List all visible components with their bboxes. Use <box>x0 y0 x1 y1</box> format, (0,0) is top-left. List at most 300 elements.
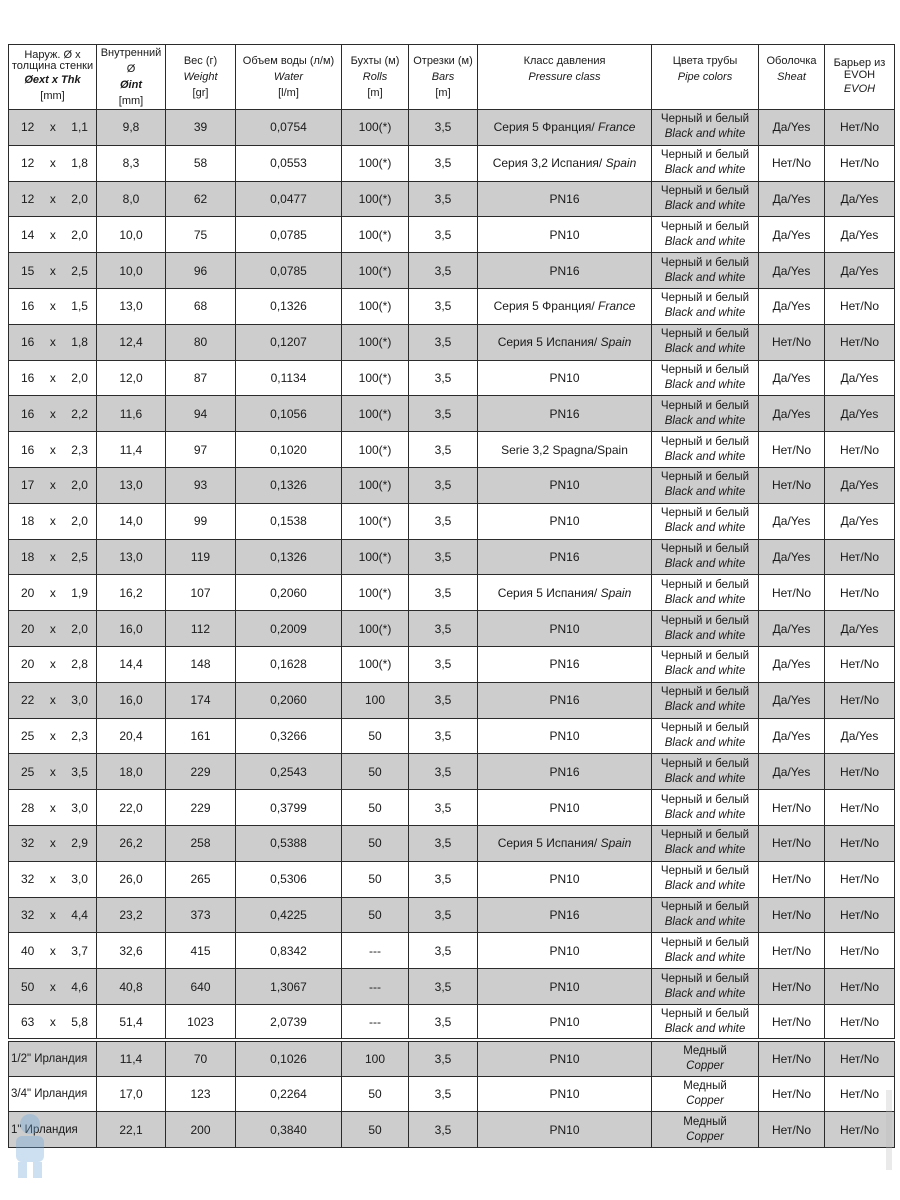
cell-pclass-ru: Серия 5 Испания/ <box>497 335 601 350</box>
cell-size-thickness: 4,6 <box>71 979 88 994</box>
side-watermark-icon <box>882 1090 896 1170</box>
cell-evoh-barrier: Да/Yes <box>825 467 895 503</box>
cell-size <box>9 539 97 575</box>
cell-color-ru: Черный и белый <box>660 614 750 627</box>
cell-pressure-class <box>478 682 652 718</box>
cell-sheath: Нет/No <box>759 825 825 861</box>
cell-color-en: Black and white <box>664 343 746 356</box>
cell-size-thickness: 2,3 <box>71 728 88 743</box>
cell-color-ru: Черный и белый <box>660 363 750 376</box>
cell-size-outer: 12 <box>21 120 35 135</box>
cell-size-outer: 16 <box>21 406 35 421</box>
cell-size <box>9 324 97 360</box>
cell-pclass-ru: Серия 5 Испания/ <box>497 585 601 600</box>
table-row <box>9 1004 895 1040</box>
cell-pclass-en: Spain <box>600 335 632 350</box>
cell-inner: 12,4 <box>97 324 166 360</box>
cell-size-outer: 18 <box>21 549 35 564</box>
cell-water: 0,0785 <box>236 217 342 253</box>
cell-inner: 14,0 <box>97 503 166 539</box>
cell-bars: 3,5 <box>409 288 478 324</box>
cell-size-x: x <box>49 728 56 743</box>
cell-pipe-color <box>652 539 759 575</box>
header-rolls-en: Rolls <box>362 71 388 83</box>
cell-pclass-en: France <box>598 120 636 135</box>
cell-size-thickness: 2,9 <box>71 836 88 851</box>
cell-evoh-barrier: Да/Yes <box>825 360 895 396</box>
pipe-spec-table <box>8 44 895 1148</box>
table-row <box>9 539 895 575</box>
table-body <box>9 110 895 1148</box>
cell-color-ru: Черный и белый <box>660 328 750 341</box>
cell-pipe-color <box>652 897 759 933</box>
cell-pressure-class <box>478 897 652 933</box>
cell-rolls: 100 <box>342 1040 409 1076</box>
cell-bars: 3,5 <box>409 1112 478 1148</box>
cell-size-thickness: 3,0 <box>71 693 88 708</box>
cell-pclass-ru: Серия 5 Франция/ <box>493 120 599 135</box>
cell-sheath: Нет/No <box>759 861 825 897</box>
cell-color-en: Black and white <box>664 772 746 785</box>
cell-size-x: x <box>49 836 56 851</box>
cell-weight: 200 <box>166 1112 236 1148</box>
cell-color-ru: Черный и белый <box>660 507 750 520</box>
cell-size-x: x <box>49 943 56 958</box>
cell-bars: 3,5 <box>409 467 478 503</box>
cell-rolls: 100(*) <box>342 110 409 146</box>
cell-color-ru: Черный и белый <box>660 113 750 126</box>
cell-pclass-ru: PN10 <box>549 872 580 887</box>
cell-color-ru: Медный <box>683 1044 727 1057</box>
cell-inner: 8,0 <box>97 181 166 217</box>
cell-inner: 51,4 <box>97 1004 166 1040</box>
cell-inner: 22,0 <box>97 790 166 826</box>
cell-evoh-barrier: Нет/No <box>825 754 895 790</box>
header-weight-en: Weight <box>183 71 218 83</box>
cell-weight: 258 <box>166 825 236 861</box>
cell-size-outer: 25 <box>21 728 35 743</box>
cell-pclass-ru: PN16 <box>549 693 580 708</box>
cell-size-thickness: 2,3 <box>71 442 88 457</box>
cell-bars: 3,5 <box>409 611 478 647</box>
table-row <box>9 288 895 324</box>
cell-pclass-en: Spain <box>605 156 637 171</box>
cell-inner: 13,0 <box>97 467 166 503</box>
cell-color-ru: Черный и белый <box>660 149 750 162</box>
cell-size-outer: 14 <box>21 227 35 242</box>
cell-inner: 12,0 <box>97 360 166 396</box>
cell-size-thickness: 2,5 <box>71 549 88 564</box>
table-row <box>9 145 895 181</box>
cell-size <box>9 969 97 1005</box>
cell-color-ru: Черный и белый <box>660 578 750 591</box>
cell-sheath: Да/Yes <box>759 110 825 146</box>
cell-weight: 96 <box>166 253 236 289</box>
cell-size-x: x <box>49 872 56 887</box>
cell-rolls: 100(*) <box>342 324 409 360</box>
cell-size <box>9 861 97 897</box>
cell-size-x: x <box>49 156 56 171</box>
cell-size-thickness: 1,1 <box>71 120 88 135</box>
cell-rolls: 50 <box>342 897 409 933</box>
cell-size-outer: 16 <box>21 442 35 457</box>
cell-weight: 229 <box>166 790 236 826</box>
cell-pclass-ru: PN10 <box>549 478 580 493</box>
cell-pressure-class <box>478 145 652 181</box>
cell-pclass-ru: Serie 3,2 Spagna/Spain <box>501 442 628 457</box>
cell-rolls: 100(*) <box>342 611 409 647</box>
cell-water: 0,0477 <box>236 181 342 217</box>
cell-pipe-color <box>652 181 759 217</box>
cell-pclass-ru: PN16 <box>549 764 580 779</box>
cell-size <box>9 360 97 396</box>
table-row <box>9 1040 895 1076</box>
cell-color-en: Black and white <box>664 665 746 678</box>
cell-evoh-barrier: Нет/No <box>825 861 895 897</box>
cell-sheath: Нет/No <box>759 969 825 1005</box>
cell-inner: 16,0 <box>97 611 166 647</box>
cell-bars: 3,5 <box>409 933 478 969</box>
cell-inner: 10,0 <box>97 217 166 253</box>
header-weight <box>166 45 236 110</box>
cell-water: 0,2264 <box>236 1076 342 1112</box>
cell-size-outer: 16 <box>21 335 35 350</box>
cell-evoh-barrier: Нет/No <box>825 1004 895 1040</box>
cell-size-thickness: 3,0 <box>71 800 88 815</box>
cell-water: 0,5306 <box>236 861 342 897</box>
cell-inner: 10,0 <box>97 253 166 289</box>
cell-color-en: Copper <box>686 1094 724 1107</box>
cell-sheath: Да/Yes <box>759 360 825 396</box>
cell-evoh-barrier: Да/Yes <box>825 217 895 253</box>
cell-color-ru: Черный и белый <box>660 399 750 412</box>
table-row <box>9 396 895 432</box>
cell-size-outer: 63 <box>21 1014 35 1029</box>
cell-bars: 3,5 <box>409 861 478 897</box>
cell-size-x: x <box>49 1014 56 1029</box>
cell-pressure-class <box>478 646 652 682</box>
cell-size-outer: 16 <box>21 299 35 314</box>
header-size-en: Øext x Thk <box>24 74 81 86</box>
cell-color-ru: Черный и белый <box>660 435 750 448</box>
cell-rolls: 50 <box>342 754 409 790</box>
cell-bars: 3,5 <box>409 1076 478 1112</box>
cell-pipe-color <box>652 503 759 539</box>
cell-pressure-class <box>478 181 652 217</box>
cell-size-x: x <box>49 263 56 278</box>
cell-sheath: Да/Yes <box>759 646 825 682</box>
cell-rolls: --- <box>342 1004 409 1040</box>
table-row <box>9 467 895 503</box>
cell-pressure-class <box>478 969 652 1005</box>
cell-color-en: Black and white <box>664 235 746 248</box>
cell-inner: 16,2 <box>97 575 166 611</box>
cell-pclass-ru: Серия 5 Франция/ <box>493 299 599 314</box>
header-bars-unit: [m] <box>435 87 451 99</box>
cell-size-outer: 50 <box>21 979 35 994</box>
cell-pipe-color <box>652 933 759 969</box>
cell-pclass-en: Spain <box>600 836 632 851</box>
cell-color-en: Black and white <box>664 593 746 606</box>
cell-sheath: Нет/No <box>759 897 825 933</box>
cell-water: 0,2060 <box>236 682 342 718</box>
cell-weight: 93 <box>166 467 236 503</box>
cell-pclass-ru: PN10 <box>549 979 580 994</box>
cell-color-ru: Черный и белый <box>660 650 750 663</box>
cell-inner: 23,2 <box>97 897 166 933</box>
table-header <box>9 45 895 110</box>
cell-water: 0,0553 <box>236 145 342 181</box>
cell-size-outer: 3/4" Ирландия <box>11 1087 88 1100</box>
cell-weight: 39 <box>166 110 236 146</box>
cell-size <box>9 754 97 790</box>
cell-size-thickness: 3,5 <box>71 764 88 779</box>
cell-water: 0,1207 <box>236 324 342 360</box>
cell-sheath: Да/Yes <box>759 718 825 754</box>
header-barrier-en: EVOH <box>843 83 876 95</box>
table-row <box>9 790 895 826</box>
cell-size <box>9 1004 97 1040</box>
cell-evoh-barrier: Нет/No <box>825 682 895 718</box>
cell-bars: 3,5 <box>409 324 478 360</box>
table-row <box>9 360 895 396</box>
cell-rolls: 50 <box>342 825 409 861</box>
cell-water: 0,2060 <box>236 575 342 611</box>
cell-color-en: Black and white <box>664 844 746 857</box>
cell-evoh-barrier: Нет/No <box>825 539 895 575</box>
cell-weight: 1023 <box>166 1004 236 1040</box>
table-row <box>9 611 895 647</box>
cell-size-x: x <box>49 693 56 708</box>
cell-size-x: x <box>49 907 56 922</box>
cell-pressure-class <box>478 1112 652 1148</box>
cell-water: 0,1026 <box>236 1040 342 1076</box>
cell-evoh-barrier: Нет/No <box>825 897 895 933</box>
cell-pclass-ru: PN10 <box>549 943 580 958</box>
cell-bars: 3,5 <box>409 754 478 790</box>
cell-rolls: 50 <box>342 861 409 897</box>
cell-bars: 3,5 <box>409 253 478 289</box>
cell-size <box>9 432 97 468</box>
header-water-unit: [l/m] <box>278 87 299 99</box>
cell-size-thickness: 3,7 <box>71 943 88 958</box>
cell-inner: 13,0 <box>97 539 166 575</box>
cell-pressure-class <box>478 396 652 432</box>
cell-weight: 229 <box>166 754 236 790</box>
cell-color-ru: Черный и белый <box>660 936 750 949</box>
cell-pipe-color <box>652 1076 759 1112</box>
cell-pressure-class <box>478 790 652 826</box>
cell-size-outer: 17 <box>21 478 35 493</box>
cell-color-en: Black and white <box>664 808 746 821</box>
pipe-spec-table-wrapper <box>8 44 894 1148</box>
cell-inner: 17,0 <box>97 1076 166 1112</box>
cell-pclass-ru: PN10 <box>549 370 580 385</box>
cell-size-outer: 22 <box>21 693 35 708</box>
cell-pclass-ru: PN10 <box>549 621 580 636</box>
cell-pclass-ru: PN16 <box>549 549 580 564</box>
cell-pclass-ru: Серия 3,2 Испания/ <box>492 156 606 171</box>
cell-evoh-barrier: Да/Yes <box>825 611 895 647</box>
cell-size-thickness: 1,8 <box>71 156 88 171</box>
cell-weight: 87 <box>166 360 236 396</box>
cell-size-outer: 12 <box>21 191 35 206</box>
cell-color-ru: Черный и белый <box>660 471 750 484</box>
cell-evoh-barrier: Нет/No <box>825 790 895 826</box>
header-inner-en: Øint <box>120 79 142 91</box>
cell-size-x: x <box>49 227 56 242</box>
cell-sheath: Нет/No <box>759 467 825 503</box>
header-water-ru: Объем воды (л/м) <box>242 55 335 67</box>
cell-pressure-class <box>478 1004 652 1040</box>
cell-size <box>9 1076 97 1112</box>
cell-pipe-color <box>652 969 759 1005</box>
cell-size <box>9 253 97 289</box>
cell-pipe-color <box>652 467 759 503</box>
cell-size <box>9 1040 97 1076</box>
cell-rolls: 100(*) <box>342 360 409 396</box>
cell-water: 0,1326 <box>236 539 342 575</box>
cell-size-thickness: 2,0 <box>71 514 88 529</box>
cell-pipe-color <box>652 1040 759 1076</box>
cell-weight: 112 <box>166 611 236 647</box>
cell-weight: 373 <box>166 897 236 933</box>
cell-evoh-barrier: Нет/No <box>825 933 895 969</box>
cell-rolls: 100 <box>342 682 409 718</box>
cell-size-outer: 20 <box>21 621 35 636</box>
cell-pclass-ru: Серия 5 Испания/ <box>497 836 601 851</box>
cell-sheath: Да/Yes <box>759 611 825 647</box>
cell-size-thickness: 1,9 <box>71 585 88 600</box>
cell-size-x: x <box>49 335 56 350</box>
cell-weight: 107 <box>166 575 236 611</box>
cell-inner: 22,1 <box>97 1112 166 1148</box>
cell-weight: 119 <box>166 539 236 575</box>
cell-size <box>9 396 97 432</box>
cell-pclass-ru: PN10 <box>549 728 580 743</box>
cell-size <box>9 718 97 754</box>
cell-size-outer: 20 <box>21 657 35 672</box>
cell-pressure-class <box>478 503 652 539</box>
table-row <box>9 432 895 468</box>
cell-pclass-ru: PN10 <box>549 1051 580 1066</box>
cell-bars: 3,5 <box>409 790 478 826</box>
cell-rolls: 100(*) <box>342 217 409 253</box>
cell-size-outer: 32 <box>21 907 35 922</box>
cell-pressure-class <box>478 933 652 969</box>
cell-pressure-class <box>478 288 652 324</box>
cell-evoh-barrier: Нет/No <box>825 432 895 468</box>
header-evoh-barrier <box>825 45 895 110</box>
cell-bars: 3,5 <box>409 897 478 933</box>
cell-evoh-barrier: Нет/No <box>825 110 895 146</box>
cell-size-outer: 40 <box>21 943 35 958</box>
cell-rolls: 100(*) <box>342 539 409 575</box>
cell-pressure-class <box>478 432 652 468</box>
table-row <box>9 825 895 861</box>
cell-water: 2,0739 <box>236 1004 342 1040</box>
header-colors-ru: Цвета трубы <box>672 55 738 67</box>
header-size-unit: [mm] <box>40 90 65 102</box>
cell-sheath: Да/Yes <box>759 396 825 432</box>
cell-sheath: Нет/No <box>759 790 825 826</box>
cell-size-outer: 32 <box>21 872 35 887</box>
cell-rolls: 100(*) <box>342 145 409 181</box>
cell-pclass-ru: PN10 <box>549 514 580 529</box>
cell-rolls: 100(*) <box>342 396 409 432</box>
cell-size <box>9 575 97 611</box>
cell-weight: 161 <box>166 718 236 754</box>
cell-size-outer: 1" Ирландия <box>11 1123 78 1136</box>
cell-pipe-color <box>652 718 759 754</box>
cell-pipe-color <box>652 611 759 647</box>
cell-size <box>9 467 97 503</box>
cell-sheath: Да/Yes <box>759 181 825 217</box>
cell-sheath: Да/Yes <box>759 288 825 324</box>
cell-inner: 8,3 <box>97 145 166 181</box>
cell-pipe-color <box>652 575 759 611</box>
cell-water: 0,1020 <box>236 432 342 468</box>
cell-inner: 26,0 <box>97 861 166 897</box>
cell-pipe-color <box>652 110 759 146</box>
cell-sheath: Нет/No <box>759 432 825 468</box>
cell-color-en: Black and white <box>664 378 746 391</box>
cell-inner: 11,4 <box>97 1040 166 1076</box>
cell-color-ru: Медный <box>683 1079 727 1092</box>
cell-pclass-ru: PN16 <box>549 191 580 206</box>
table-row <box>9 217 895 253</box>
cell-pipe-color <box>652 1004 759 1040</box>
cell-color-en: Black and white <box>664 128 746 141</box>
cell-weight: 94 <box>166 396 236 432</box>
cell-bars: 3,5 <box>409 145 478 181</box>
cell-color-ru: Черный и белый <box>660 686 750 699</box>
cell-pressure-class <box>478 1076 652 1112</box>
header-bars-ru: Отрезки (м) <box>413 55 473 67</box>
cell-pipe-color <box>652 145 759 181</box>
cell-size <box>9 110 97 146</box>
cell-water: 0,1134 <box>236 360 342 396</box>
cell-pclass-ru: PN10 <box>549 1086 580 1101</box>
cell-pipe-color <box>652 790 759 826</box>
cell-size-x: x <box>49 406 56 421</box>
cell-evoh-barrier: Нет/No <box>825 324 895 360</box>
cell-pipe-color <box>652 861 759 897</box>
cell-evoh-barrier: Нет/No <box>825 1076 895 1112</box>
cell-water: 0,5388 <box>236 825 342 861</box>
cell-bars: 3,5 <box>409 539 478 575</box>
cell-size-thickness: 1,5 <box>71 299 88 314</box>
cell-color-en: Black and white <box>664 486 746 499</box>
cell-inner: 32,6 <box>97 933 166 969</box>
cell-size-outer: 1/2" Ирландия <box>11 1052 88 1065</box>
cell-bars: 3,5 <box>409 718 478 754</box>
cell-bars: 3,5 <box>409 181 478 217</box>
header-rolls <box>342 45 409 110</box>
cell-pressure-class <box>478 861 652 897</box>
header-pclass-en: Pressure class <box>528 71 601 83</box>
cell-size-x: x <box>49 800 56 815</box>
cell-pressure-class <box>478 825 652 861</box>
cell-pipe-color <box>652 217 759 253</box>
cell-water: 1,3067 <box>236 969 342 1005</box>
plumber-watermark-icon <box>4 1110 56 1180</box>
cell-size-thickness: 2,0 <box>71 191 88 206</box>
table-row <box>9 646 895 682</box>
header-bars <box>409 45 478 110</box>
header-sheath-ru: Оболочка <box>766 55 817 67</box>
cell-size-x: x <box>49 549 56 564</box>
